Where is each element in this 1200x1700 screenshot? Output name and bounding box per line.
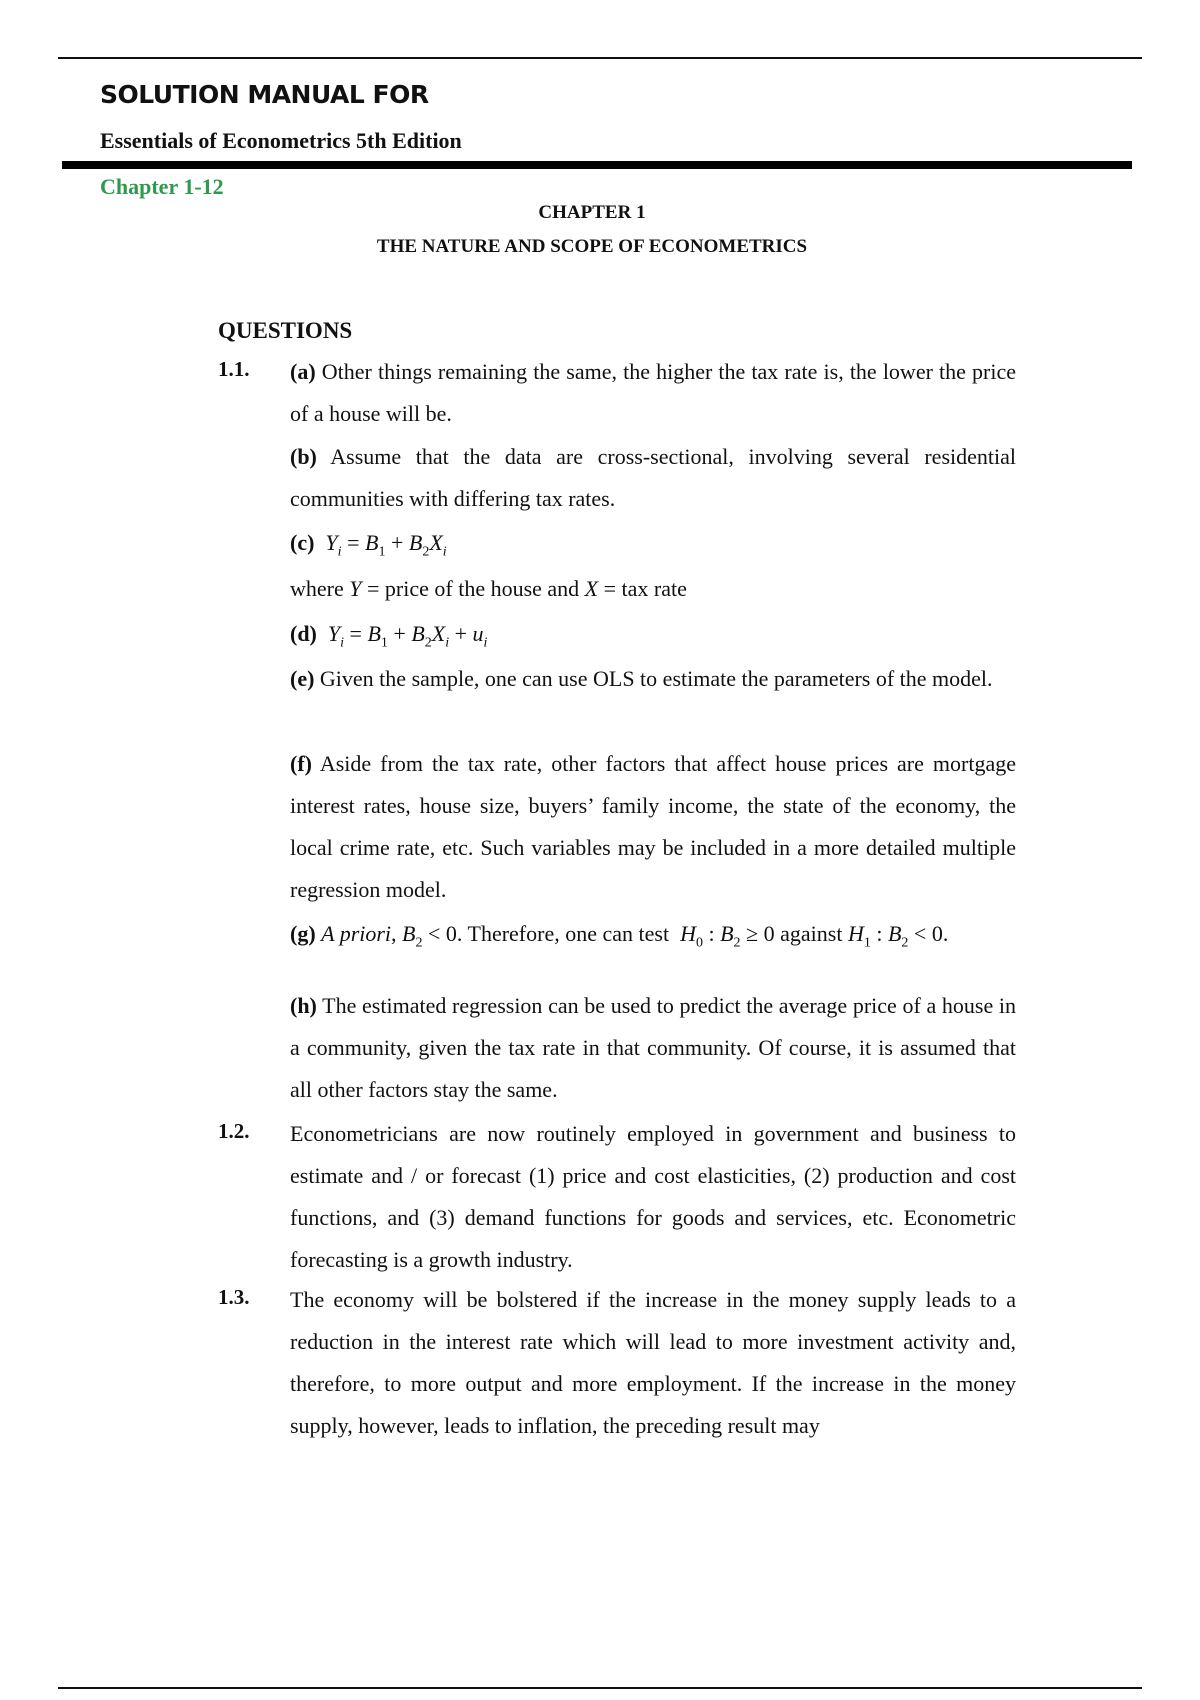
chapter-subtitle: THE NATURE AND SCOPE OF ECONOMETRICS	[376, 236, 808, 257]
answer-1-3: The economy will be bolstered if the increase in the money supply leads to a reduction in the interest rate which will lead to more investment activity and, therefore, to more output and more employment. If the increase in the money supply, however, leads to inflation, the preceding result may	[290, 1287, 1016, 1438]
answer-1-1-h	[290, 985, 1016, 1111]
label-h: (h)	[290, 993, 317, 1018]
label-e: (e)	[290, 666, 315, 691]
question-number-1-3: 1.3.	[218, 1285, 250, 1309]
answer-1-1-d: (d) $Y_i = B_1 + B_2X_i + u_i$	[290, 621, 488, 651]
answer-1-1-g: (g) A priori, $B_2 < 0$. Therefore, one can test $H_0$ : $B_2 \ge 0$ against $H_1$ : $B_2 < 0$.	[290, 921, 949, 951]
question-number-1-2: 1.2.	[218, 1119, 250, 1143]
answer-1-1-c-where: where Y = price of the house and X = tax rate	[290, 576, 687, 601]
answer-1-1-b	[290, 436, 1016, 520]
header-divider	[62, 161, 1132, 169]
book-title: Essentials of Econometrics 5th Edition	[100, 128, 462, 153]
text-f: Aside from the tax rate, other factors that affect house prices are mortgage interest rates, house size, buyers’ family income, the state of the economy, the local crime rate, etc. Such variables may be included in a more detailed multiple regression model.	[290, 751, 1016, 902]
label-c: (c)	[290, 530, 315, 555]
chapter-heading: CHAPTER 1	[538, 202, 646, 223]
label-f: (f)	[290, 751, 312, 776]
text-a: Other things remaining the same, the higher the tax rate is, the lower the price of a house will be.	[290, 359, 1017, 426]
text-b: Assume that the data are cross-sectional, involving several residential communities with differing tax rates.	[290, 444, 1016, 511]
top-rule	[58, 57, 1142, 59]
label-b: (b)	[290, 444, 317, 469]
bottom-rule	[58, 1687, 1142, 1689]
answer-1-1-a	[290, 351, 1016, 435]
section-heading: QUESTIONS	[218, 318, 353, 343]
label-g: (g)	[290, 921, 316, 946]
answer-1-1-e	[290, 658, 1016, 700]
text-h: The estimated regression can be used to predict the average price of a house in a community, given the tax rate in that community. Of course, it is assumed that all other factors stay the same.	[290, 993, 1017, 1102]
chapter-range: Chapter 1-12	[100, 174, 224, 199]
question-number-1-1: 1.1.	[218, 357, 250, 381]
text-e: Given the sample, one can use OLS to estimate the parameters of the model.	[319, 666, 993, 691]
manual-title: SOLUTION MANUAL FOR	[100, 80, 429, 109]
label-d: (d)	[290, 621, 317, 646]
answer-1-1-f	[290, 743, 1016, 911]
answer-1-2: Econometricians are now routinely employed in government and business to estimate and / or forecast (1) price and cost elasticities, (2) production and cost functions, and (3) demand functions for goods and services, etc. Econometric forecasting is a growth industry.	[290, 1121, 1016, 1272]
answer-1-1-c: (c) $Y_i = B_1 + B_2X_i$	[290, 530, 447, 560]
label-a: (a)	[290, 359, 316, 384]
